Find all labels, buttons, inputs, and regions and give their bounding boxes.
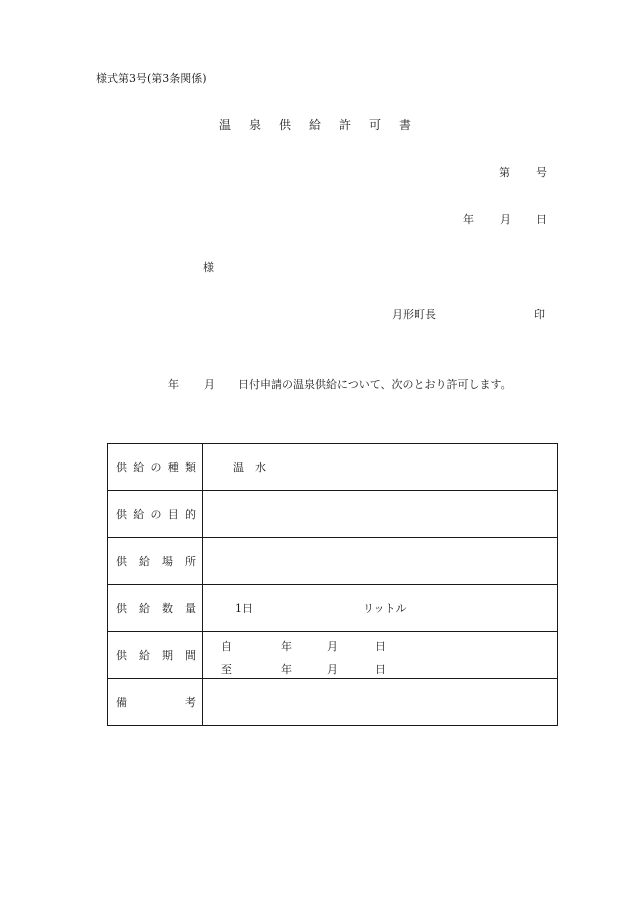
period-from-year: 年 — [281, 640, 292, 653]
row-label — [108, 585, 203, 632]
label-char: 供 — [116, 461, 127, 474]
permit-details-table — [107, 443, 558, 726]
label-char: 給 — [139, 649, 150, 662]
supply-type-value — [203, 444, 558, 491]
supply-type-text: 温 水 — [233, 461, 266, 474]
row-label — [108, 444, 203, 491]
table-row — [108, 585, 558, 632]
title-char: 給 — [308, 118, 321, 132]
title-char: 供 — [278, 118, 291, 132]
supply-quantity-value — [203, 585, 558, 632]
label-char: 給 — [133, 461, 145, 474]
period-from-day: 日 — [375, 640, 386, 653]
addressee-honorific: 様 — [203, 261, 214, 274]
period-from-label: 自 — [221, 640, 232, 653]
issue-date-year: 年 — [463, 213, 474, 226]
period-from-line — [203, 638, 557, 652]
label-char: の — [150, 461, 162, 474]
supply-purpose-value — [203, 491, 558, 538]
title-char: 泉 — [248, 118, 261, 132]
issue-date-day: 日 — [536, 213, 547, 226]
application-date-year: 年 — [168, 378, 179, 391]
table-row — [108, 679, 558, 726]
body-text: 日付申請の温泉供給について、次のとおり許可します。 — [238, 378, 512, 391]
quantity-unit-label: リットル — [363, 602, 407, 615]
label-char: 備 — [116, 696, 127, 709]
period-to-line — [203, 661, 557, 675]
label-char: 量 — [185, 602, 196, 615]
title-char: 温 — [218, 118, 231, 132]
period-to-month: 月 — [327, 663, 338, 676]
row-label — [108, 679, 203, 726]
period-to-year: 年 — [281, 663, 292, 676]
document-title — [0, 116, 630, 133]
table-row — [108, 632, 558, 679]
label-char: 類 — [185, 461, 196, 474]
supply-period-value — [203, 632, 558, 679]
label-char: 供 — [116, 555, 127, 568]
label-char: 種 — [167, 461, 179, 474]
title-char: 許 — [339, 118, 352, 132]
issue-date-month: 月 — [500, 213, 511, 226]
row-label — [108, 491, 203, 538]
label-char: 間 — [185, 649, 196, 662]
quantity-per-day-label: 1日 — [235, 602, 253, 615]
period-to-day: 日 — [375, 663, 386, 676]
label-char: 給 — [133, 508, 145, 521]
period-from-month: 月 — [327, 640, 338, 653]
label-char: の — [150, 508, 162, 521]
label-char: 場 — [162, 555, 173, 568]
table-row — [108, 538, 558, 585]
label-char: 考 — [185, 696, 196, 709]
supply-location-value — [203, 538, 558, 585]
label-char: 期 — [162, 649, 173, 662]
label-char: 給 — [139, 555, 150, 568]
label-char: 所 — [185, 555, 196, 568]
title-char: 可 — [369, 118, 382, 132]
label-char: 給 — [139, 602, 150, 615]
remarks-value — [203, 679, 558, 726]
label-char: 数 — [162, 602, 173, 615]
label-char: 的 — [185, 508, 196, 521]
form-number: 様式第3号(第3条関係) — [96, 72, 207, 85]
label-char: 供 — [116, 649, 127, 662]
row-label — [108, 632, 203, 679]
table-row — [108, 444, 558, 491]
title-char: 書 — [399, 118, 412, 132]
label-char: 供 — [116, 602, 127, 615]
table-row — [108, 491, 558, 538]
row-label — [108, 538, 203, 585]
period-to-label: 至 — [221, 663, 232, 676]
label-char: 供 — [116, 508, 127, 521]
application-date-month: 月 — [204, 378, 215, 391]
issue-number-suffix: 号 — [536, 166, 547, 179]
issue-number-label: 第 — [499, 166, 510, 179]
issuer-name: 月形町長 — [392, 308, 436, 321]
label-char: 目 — [167, 508, 179, 521]
issuer-seal-mark: 印 — [534, 308, 545, 321]
